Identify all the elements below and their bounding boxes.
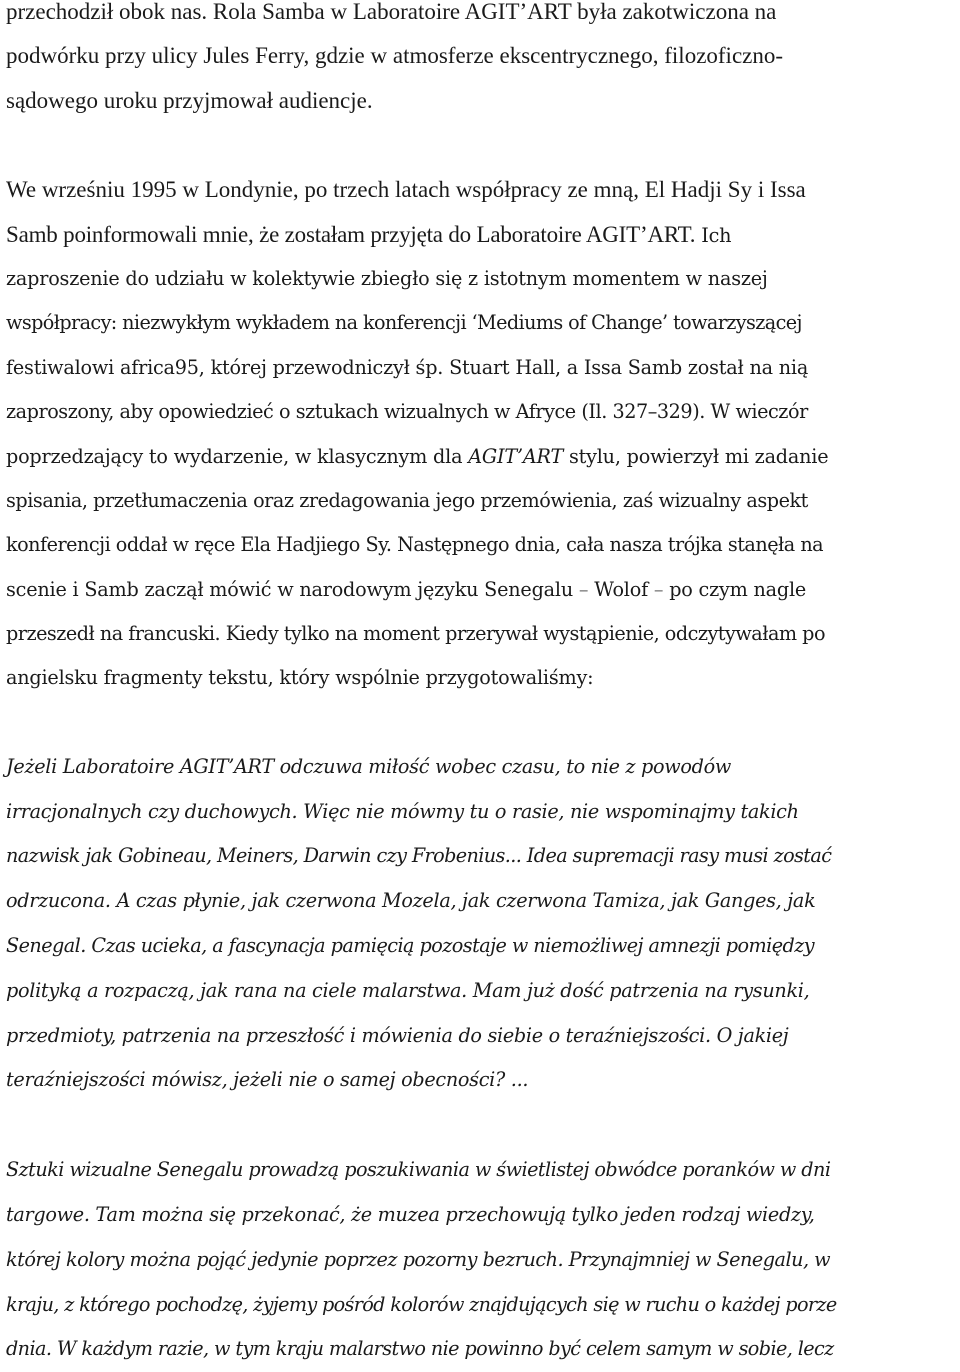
text-segment: poprzedzający to wydarzenie, w klasycznym dla [6,444,469,468]
text-segment: po czym nagle [663,577,807,601]
quote-paragraph-1 [6,745,956,1103]
text-line: angielsku fragmenty tekstu, który wspólnie przygotowaliśmy: [6,666,594,690]
quote-line: kraju, z którego pochodzę, żyjemy pośród kolorów znajdujących się w ruchu o każdej porze [6,1292,837,1316]
text-line [6,213,956,257]
italic-segment: AGIT’ART [468,444,564,468]
paragraph-spacer [6,123,956,168]
quote-line: Senegal. Czas ucieka, a fascynacja pamięcią pozostaje w niemożliwej amnezji pomiędzy [6,934,815,958]
main-paragraph [6,168,956,701]
text-line [6,568,956,612]
text-line: zaproszony, aby opowiedzieć o sztukach wizualnych w Afryce (Il. 327–329). W wieczór [6,400,808,424]
text-line: sądowego uroku przyjmował audiencje. [6,87,373,113]
quote-line: Sztuki wizualne Senegalu prowadzą poszukiwania w świetlistej obwódce poranków w dni [6,1158,831,1182]
text-line [6,435,956,479]
quote-line: której kolory można pojąć jedynie poprzez pozorny bezruch. Przynajmniej w Senegalu, w [6,1247,831,1271]
text-line: spisania, przetłumaczenia oraz zredagowania jego przemówienia, zaś wizualny aspekt [6,488,808,512]
dash-segment: – [578,577,589,601]
quote-line: dnia. W każdym razie, w tym kraju malarstwo nie powinno być celem samym w sobie, lecz [6,1337,834,1361]
document-page [6,0,956,1372]
text-line: przechodził obok nas. Rola Samba w Laboratoire AGIT’ART była zakotwiczona na [6,0,777,24]
text-line: zaproszenie do udziału w kolektywie zbiegło się z istotnym momentem w naszej [6,266,768,290]
text-line: konferencji oddał w ręce Ela Hadjiego Sy. Następnego dnia, cała nasza trójka stanęła na [6,533,824,557]
text-segment: We wrześniu 1995 w Londynie, po trzech latach współpracy ze mną, El Hadji Sy i Issa [6,177,806,203]
quote-line: nazwisk jak Gobineau, Meiners, Darwin czy Frobenius... Idea supremacji rasy musi zostać [6,844,832,868]
text-segment: Samb poinformowali mnie, że zostałam przyjęta do Laboratoire AGIT’ART. [6,221,696,247]
text-line [6,168,956,212]
paragraph-spacer [6,1103,956,1148]
text-segment: stylu, powierzył mi zadanie [563,444,829,468]
text-line: festiwalowi africa95, której przewodniczył śp. Stuart Hall, a Issa Samb został na nią [6,355,809,379]
paragraph-spacer [6,701,956,745]
text-line: współpracy: niezwykłym wykładem na konferencji ‘Mediums of Change’ towarzyszącej [6,311,802,335]
quote-line: odrzucona. A czas płynie, jak czerwona Mozela, jak czerwona Tamiza, jak Ganges, jak [6,889,816,913]
text-segment: Ich [695,223,732,247]
quote-line: irracjonalnych czy duchowych. Więc nie mówmy tu o rasie, nie wspominajmy takich [6,799,799,823]
text-segment: scenie i Samb zaczął mówić w narodowym języku Senegalu [6,577,579,601]
quote-line: przedmioty, patrzenia na przeszłość i mówienia do siebie o teraźniejszości. O jakiej [6,1023,789,1047]
text-segment: Wolof [588,577,654,601]
text-line: przeszedł na francuski. Kiedy tylko na moment przerywał wystąpienie, odczytywałam po [6,622,826,646]
dash-segment: – [653,577,664,601]
quote-line: targowe. Tam można się przekonać, że muzea przechowują tylko jeden rodzaj wiedzy, [6,1203,815,1227]
text-line: podwórku przy ulicy Jules Ferry, gdzie w atmosferze ekscentrycznego, filozoficzno- [6,43,784,69]
intro-paragraph [6,0,956,123]
quote-paragraph-2 [6,1148,956,1372]
quote-line: polityką a rozpaczą, jak rana na ciele malarstwa. Mam już dość patrzenia na rysunki, [6,978,810,1002]
quote-line: teraźniejszości mówisz, jeżeli nie o samej obecności? ... [6,1068,529,1092]
quote-line: Jeżeli Laboratoire AGIT’ART odczuwa miłość wobec czasu, to nie z powodów [6,754,732,778]
